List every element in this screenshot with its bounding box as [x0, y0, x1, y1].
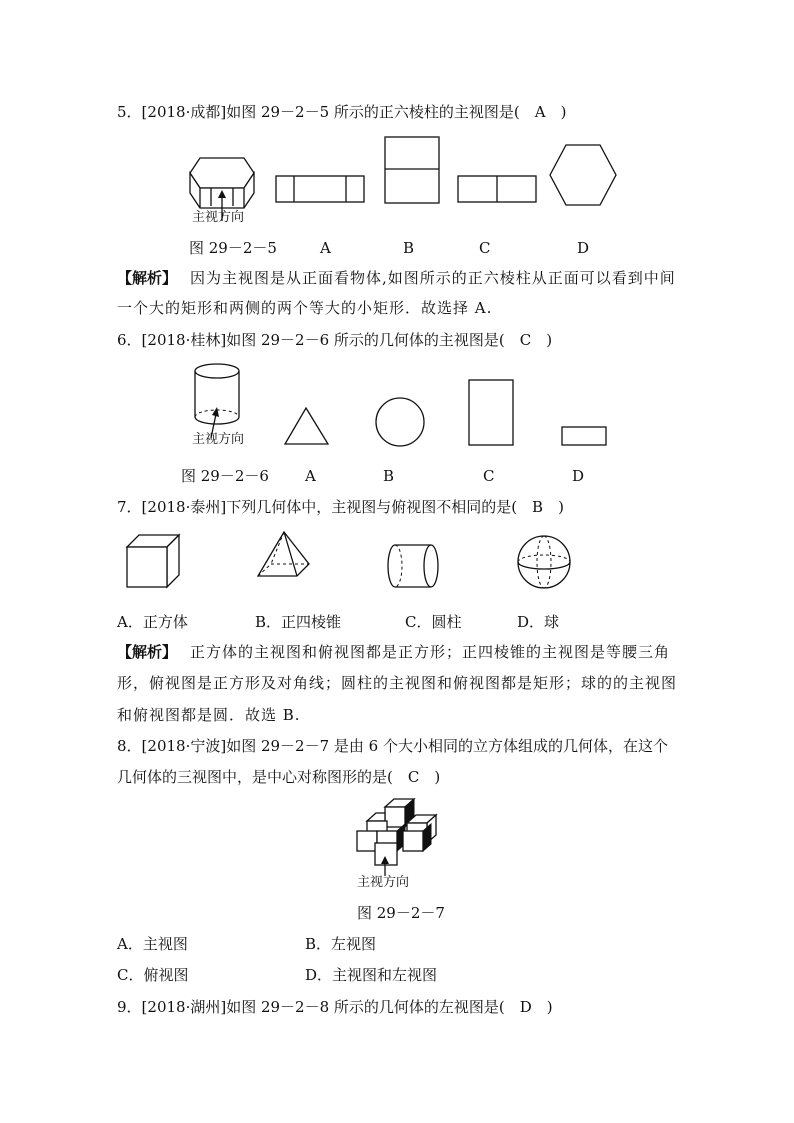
q8-stem-line-2: 几何体的三视图中，是中心对称图形的是( C )	[117, 768, 441, 786]
q5-analysis-line-2: 一个大的矩形和两侧的两个等大的小矩形．故选择 A.	[117, 299, 493, 317]
q8-figure-caption: 图 29－2－7	[357, 904, 445, 922]
q7-analysis-line-1: 正方体的主视图和俯视图都是正方形；正四棱锥的主视图是等腰三角	[190, 643, 671, 661]
q8-option-d: D．主视图和左视图	[305, 966, 438, 984]
q7-cylinder-figure	[387, 543, 447, 591]
q9-stem: 9．[2018·湖州]如图 29－2－8 所示的几何体的左视图是( D )	[117, 998, 553, 1016]
q8-view-direction-label: 主视方向	[357, 875, 410, 890]
q5-label-c: C	[479, 239, 491, 257]
q5-option-b-figure	[384, 136, 444, 206]
q5-analysis-line-1: 因为主视图是从正面看物体,如图所示的正六棱柱从正面可以看到中间	[190, 269, 676, 287]
q5-label-d: D	[577, 239, 590, 257]
q8-stem-line-1: 8．[2018·宁波]如图 29－2－7 是由 6 个大小相同的立方体组成的几何体，在这个	[117, 737, 668, 755]
q7-analysis-line-2: 形，俯视图是正方形及对角线；圆柱的主视图和俯视图都是矩形；球的的主视图	[117, 674, 678, 692]
q7-pyramid-figure	[257, 530, 317, 582]
q5-view-direction-label: 主视方向	[192, 210, 245, 225]
q5-option-d-figure	[549, 143, 624, 208]
q8-stacked-cubes-figure	[355, 798, 445, 878]
q5-option-c-figure	[457, 175, 542, 205]
q6-label-d: D	[572, 467, 585, 485]
q6-stem: 6．[2018·桂林]如图 29－2－6 所示的几何体的主视图是( C )	[117, 331, 553, 349]
q8-option-b: B．左视图	[305, 935, 377, 953]
q5-label-a: A	[320, 239, 331, 257]
q7-option-b: B．正四棱锥	[255, 613, 342, 631]
q5-stem: 5．[2018·成都]如图 29－2－5 所示的正六棱柱的主视图是( A )	[117, 103, 567, 121]
q6-view-direction-label: 主视方向	[192, 432, 245, 447]
q5-option-a-figure	[275, 175, 375, 205]
q5-figure-caption: 图 29－2－5	[189, 239, 277, 257]
q7-option-d: D．球	[517, 613, 560, 631]
q5-analysis-tag: 【解析】	[117, 269, 178, 287]
q7-stem: 7．[2018·泰州]下列几何体中，主视图与俯视图不相同的是( B )	[117, 498, 564, 516]
q6-figure-caption: 图 29－2－6	[181, 467, 269, 485]
q7-cube-figure	[126, 533, 186, 591]
q8-option-a: A．主视图	[117, 935, 188, 953]
q7-sphere-figure	[517, 535, 577, 595]
q7-option-a: A．正方体	[117, 613, 188, 631]
q5-label-b: B	[403, 239, 415, 257]
q6-option-d-figure	[561, 426, 611, 448]
q6-label-c: C	[483, 467, 495, 485]
q7-analysis-tag: 【解析】	[117, 643, 178, 661]
q6-label-a: A	[305, 467, 316, 485]
q6-label-b: B	[383, 467, 395, 485]
q6-option-b-figure	[374, 396, 429, 451]
q7-analysis-line-3: 和俯视图都是圆．故选 B.	[117, 706, 301, 724]
q7-option-c: C．圆柱	[405, 613, 462, 631]
q8-option-c: C．俯视图	[117, 966, 189, 984]
q6-option-a-figure	[284, 406, 334, 448]
q6-option-c-figure	[468, 379, 518, 449]
